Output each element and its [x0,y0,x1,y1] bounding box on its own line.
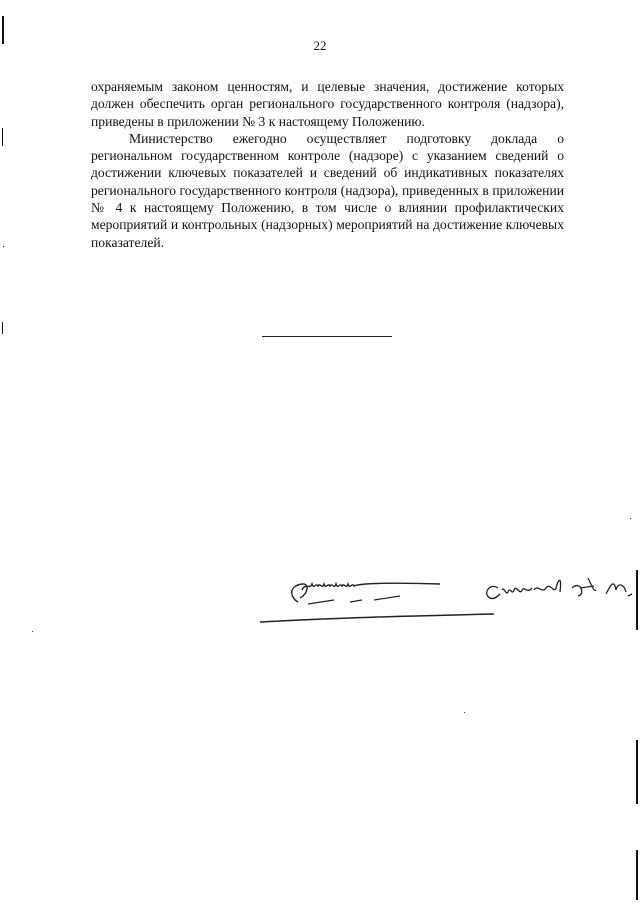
paragraph-1: охраняемым законом ценностям, и целевые значения, достижение которых должен обеспечить орган регионального государственного контроля (надзора), приведены в приложении № 3 к настоящему Положению. [91,79,564,129]
scan-speck [464,712,465,713]
scan-mark-right-3 [636,850,638,900]
scan-mark-left-top [2,16,4,44]
handwritten-signature [250,560,640,640]
scan-speck [3,246,4,247]
scan-mark-left-middle [2,128,3,146]
page-number: 22 [313,38,327,53]
scan-mark-right-2 [636,740,638,804]
scan-mark-left-lower [2,322,3,334]
scan-speck [32,631,33,632]
signature-block [250,560,640,640]
separator-line [262,336,392,337]
scan-speck [630,518,631,519]
document-body [91,78,564,251]
scan-mark-right-1 [636,570,638,630]
paragraph-2: Министерство ежегодно осуществляет подготовку доклада о региональном государственном контроле (надзоре) с указанием сведений о достижении ключевых показателей и сведений об индикативных показателях регионального государственного контроля (надзора), приведенных в приложении № 4 к настоящему Положению, в том числе о влиянии профилактических мероприятий и контрольных (надзорных) мероприятий на достижение ключевых показателей. [91,130,564,250]
